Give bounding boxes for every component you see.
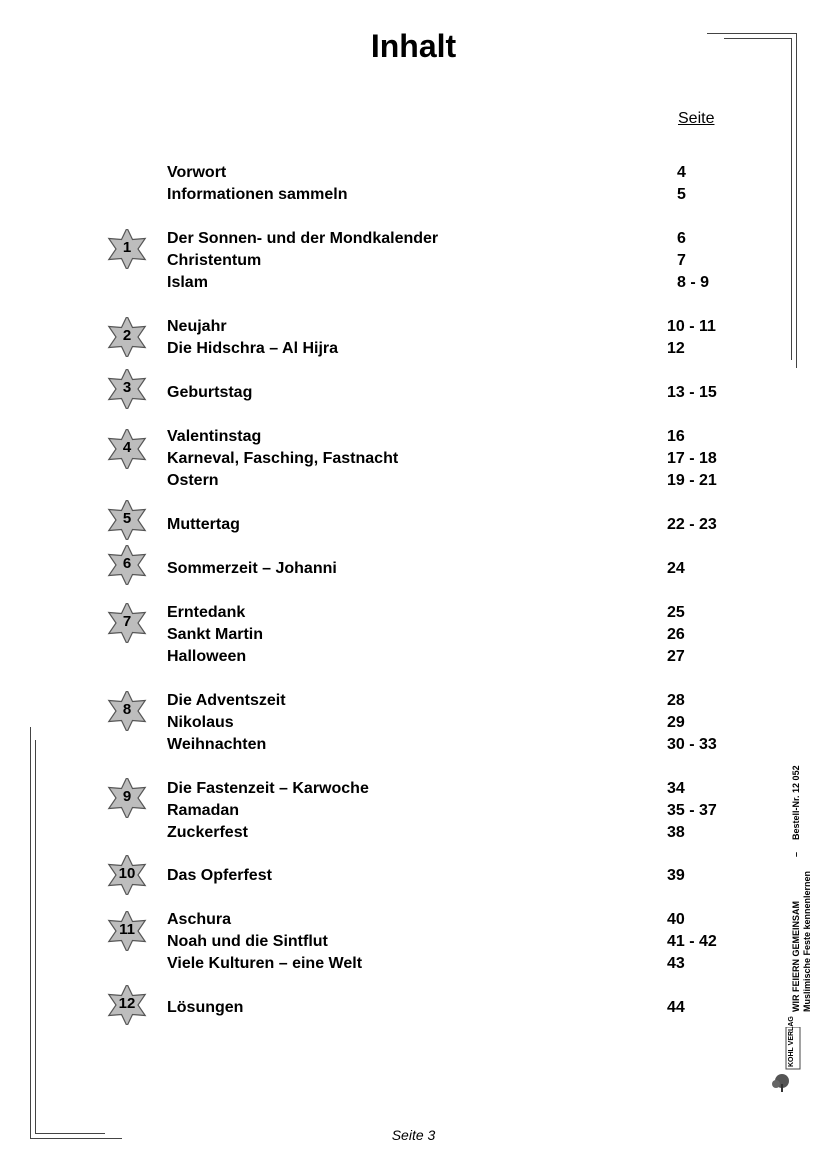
page-title: Inhalt [370,28,457,64]
toc-entry-page: 25 [667,604,685,621]
toc-entry-title: Valentinstag [167,428,262,445]
toc-entry-title: Sankt Martin [167,626,264,643]
toc-entry [0,822,827,844]
page-column-header: Seite [678,110,715,127]
toc-entry-title: Karneval, Fasching, Fastnacht [167,450,399,467]
chapter-badge [105,545,149,585]
frame-top-right-h2 [724,38,792,39]
toc-entry-title: Weihnachten [167,736,267,753]
imprint-separator: – [791,851,801,857]
imprint-series: WIR FEIERN GEMEINSAM [791,900,801,1012]
side-imprint [791,742,813,1012]
publisher-name: KOHL VERLAG [788,1016,795,1067]
toc-entry-title: Viele Kulturen – eine Welt [167,955,363,972]
page-footer: Seite 3 [391,1127,436,1143]
toc-entry [0,162,827,184]
toc-entry-title: Neujahr [167,318,227,335]
chapter-badge [105,985,149,1025]
chapter-badge [105,429,149,469]
toc-entry [0,184,827,206]
chapter-number: 8 [122,701,132,718]
chapter-badge [105,778,149,818]
chapter-badge [105,229,149,269]
toc-entry-title: Sommerzeit – Johanni [167,560,337,577]
toc-entry-page: 39 [667,867,685,884]
toc-entry-page: 26 [667,626,685,643]
toc-entry-title: Ostern [167,472,219,489]
toc-entry-title: Noah und die Sintflut [167,933,328,950]
toc-entry-page: 5 [677,186,686,203]
imprint-subtitle: Muslimische Feste kennenlernen [802,870,812,1012]
toc-entry [0,734,827,756]
toc-entry-page: 38 [667,824,685,841]
imprint-order-number: Bestell-Nr. 12 052 [791,765,801,840]
toc-entry-title: Halloween [167,648,247,665]
chapter-badge [105,317,149,357]
chapter-badge [105,603,149,643]
chapter-number: 4 [122,439,132,456]
toc-entry-page: 4 [677,164,686,181]
toc-entry-page: 44 [667,999,685,1016]
toc-entry-page: 8 - 9 [677,274,710,291]
chapter-number: 6 [122,555,132,572]
toc-entry-title: Der Sonnen- und der Mondkalender [167,230,439,247]
toc-entry-title: Lösungen [167,999,244,1016]
toc-entry [0,646,827,668]
toc-entry-page: 13 - 15 [667,384,717,401]
toc-entry-title: Geburtstag [167,384,253,401]
toc-entry [0,953,827,975]
frame-top-right-h1 [707,33,797,34]
toc-entry-page: 27 [667,648,685,665]
chapter-number: 5 [122,510,132,527]
toc-entry-title: Ramadan [167,802,240,819]
chapter-number: 12 [118,995,136,1012]
chapter-number: 7 [122,613,132,630]
toc-entry-title: Die Fastenzeit – Karwoche [167,780,369,797]
chapter-number: 11 [119,921,135,938]
toc-entry-page: 10 - 11 [667,318,716,335]
toc-entry-page: 7 [677,252,686,269]
toc-entry-title: Informationen sammeln [167,186,348,203]
toc-entry-title: Die Hidschra – Al Hijra [167,340,339,357]
toc-entry-title: Aschura [167,911,232,928]
toc-entry-page: 35 - 37 [667,802,717,819]
toc-entry-page: 16 [667,428,685,445]
toc-entry-title: Islam [167,274,208,291]
toc-entry-page: 28 [667,692,685,709]
toc-entry-page: 29 [667,714,685,731]
toc-entry-page: 19 - 21 [667,472,717,489]
chapter-badge [105,911,149,951]
toc-entry-title: Erntedank [167,604,246,621]
toc-entry-title: Das Opferfest [167,867,272,884]
toc-entry-title: Christentum [167,252,262,269]
toc-entry-title: Zuckerfest [167,824,248,841]
publisher-logo [772,1016,802,1093]
chapter-number: 2 [122,327,132,344]
tree-icon [772,1016,802,1093]
toc-entry-page: 22 - 23 [667,516,717,533]
toc-entry [0,272,827,294]
toc-entry-page: 24 [667,560,685,577]
chapter-badge [105,369,149,409]
toc-entry-page: 43 [667,955,685,972]
toc-entry-page: 6 [677,230,686,247]
chapter-number: 1 [122,239,132,256]
toc-entry-page: 12 [667,340,685,357]
chapter-number: 9 [122,788,132,805]
toc-entry-page: 30 - 33 [667,736,717,753]
toc-entry-page: 34 [667,780,685,797]
toc-entry [0,470,827,492]
toc-entry-title: Nikolaus [167,714,234,731]
toc-entry-title: Muttertag [167,516,240,533]
toc-entry-page: 41 - 42 [667,933,717,950]
chapter-number: 3 [122,379,132,396]
toc-entry-title: Vorwort [167,164,227,181]
chapter-badge [105,500,149,540]
chapter-badge [105,855,149,895]
toc-entry-page: 40 [667,911,685,928]
chapter-number: 10 [118,865,136,882]
chapter-badge [105,691,149,731]
toc-entry-page: 17 - 18 [667,450,717,467]
toc-entry-title: Die Adventszeit [167,692,286,709]
